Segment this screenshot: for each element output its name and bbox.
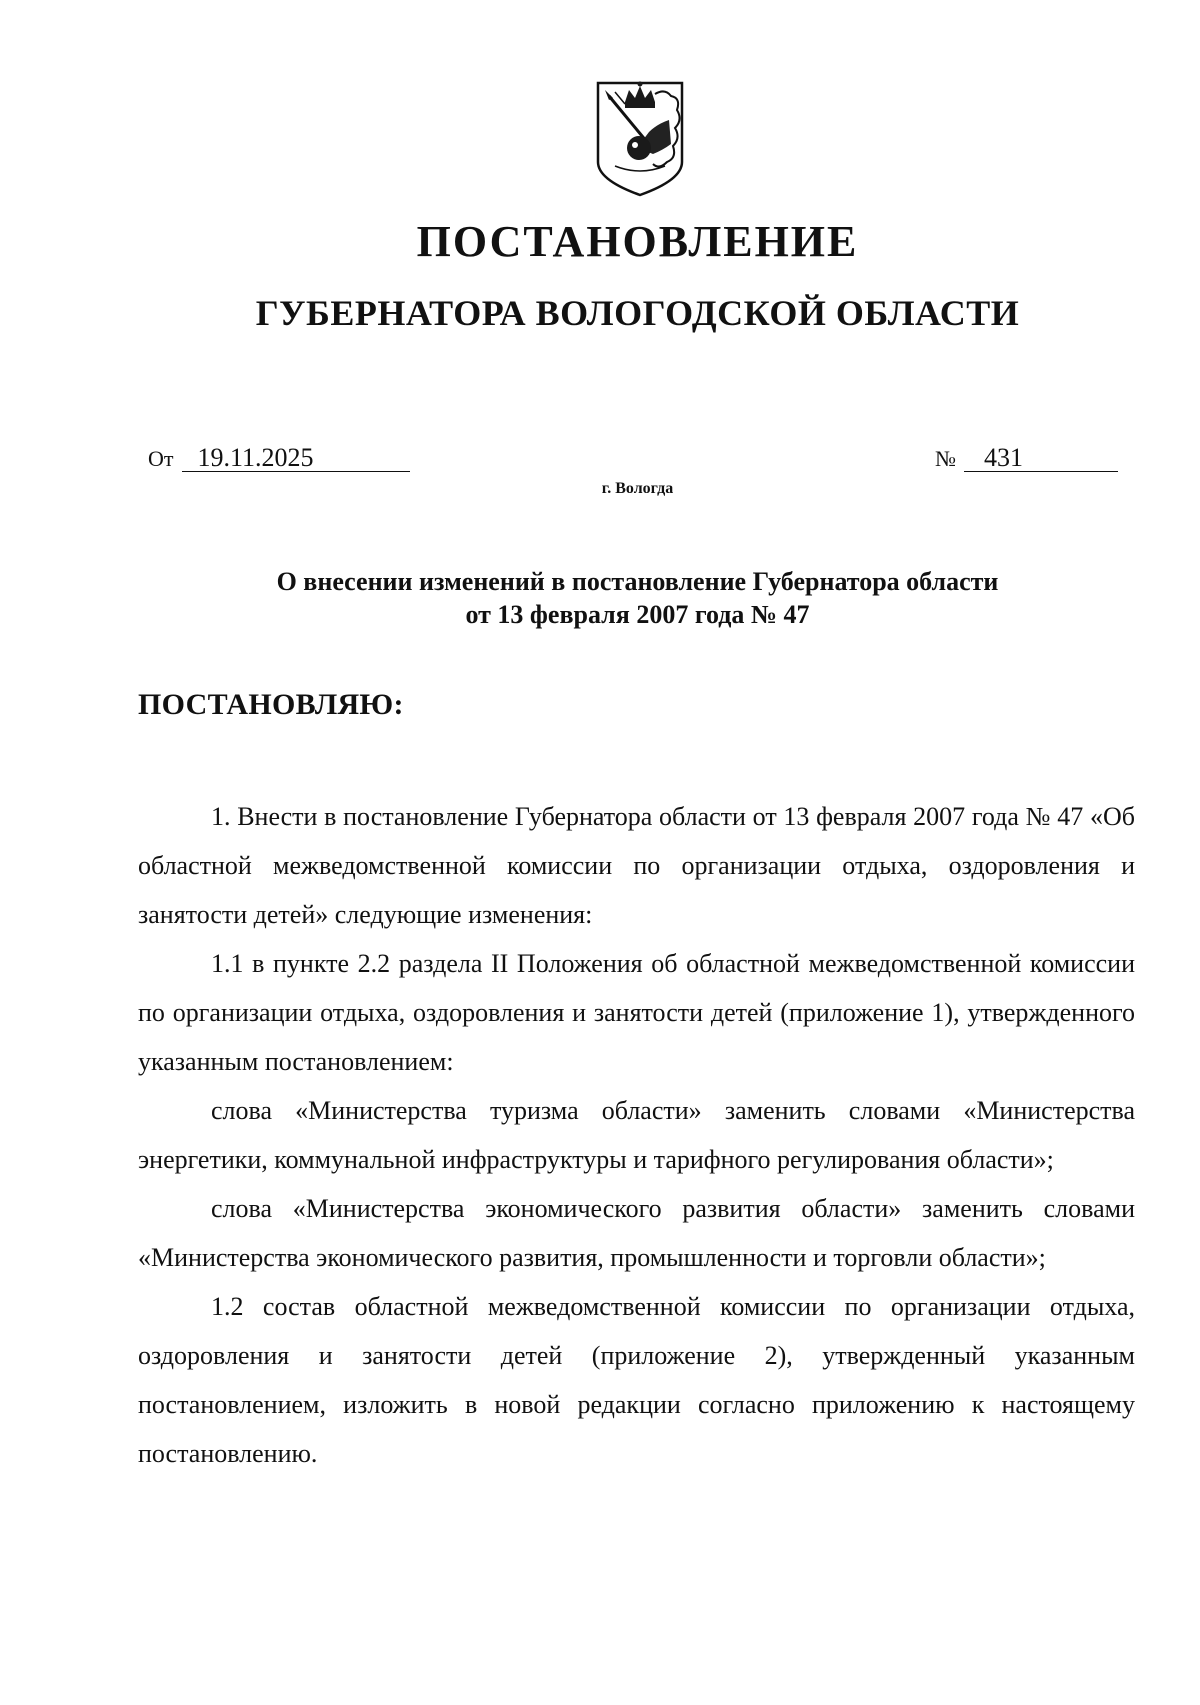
decree-heading: ПОСТАНОВЛЯЮ: bbox=[138, 688, 404, 721]
document-title: ПОСТАНОВЛЕНИЕ bbox=[416, 217, 859, 266]
document-subtitle: ГУБЕРНАТОРА ВОЛОГОДСКОЙ ОБЛАСТИ bbox=[255, 293, 1020, 333]
document-city: г. Вологда bbox=[601, 480, 674, 497]
paragraph: слова «Министерства экономического развития области» заменить словами «Министерства экономического развития, промышленности и торговли области»; bbox=[138, 1194, 1135, 1272]
vologda-coat-of-arms-icon bbox=[595, 80, 685, 198]
subject-line-1: О внесении изменений в постановление Губернатора области bbox=[276, 567, 999, 596]
subject-line-2: от 13 февраля 2007 года № 47 bbox=[465, 600, 810, 629]
paragraph: 1.2 состав областной межведомственной комиссии по организации отдыха, оздоровления и занятости детей (приложение 2), утвержденный указанным постановлением, изложить в новой редакции согласно приложению к настоящему постановлению. bbox=[138, 1292, 1135, 1468]
paragraph: слова «Министерства туризма области» заменить словами «Министерства энергетики, коммунальной инфраструктуры и тарифного регулирования области»; bbox=[138, 1096, 1135, 1174]
number-sign: № bbox=[935, 446, 956, 471]
date-prefix: От bbox=[148, 446, 174, 471]
paragraph: 1.1 в пункте 2.2 раздела II Положения об областной межведомственной комиссии по организации отдыха, оздоровления и занятости детей (приложение 1), утвержденного указанным постановлением: bbox=[138, 949, 1135, 1076]
document-date: 19.11.2025 bbox=[182, 445, 410, 472]
paragraph: 1. Внести в постановление Губернатора области от 13 февраля 2007 года № 47 «Об областной межведомственной комиссии по организации отдыха, оздоровления и занятости детей» следующие изменения: bbox=[138, 802, 1135, 929]
document-body bbox=[138, 792, 1135, 1478]
document-date-block bbox=[148, 445, 410, 472]
document-number: 431 bbox=[964, 445, 1118, 472]
document-subject bbox=[150, 565, 1125, 631]
document-number-block bbox=[935, 445, 1118, 472]
